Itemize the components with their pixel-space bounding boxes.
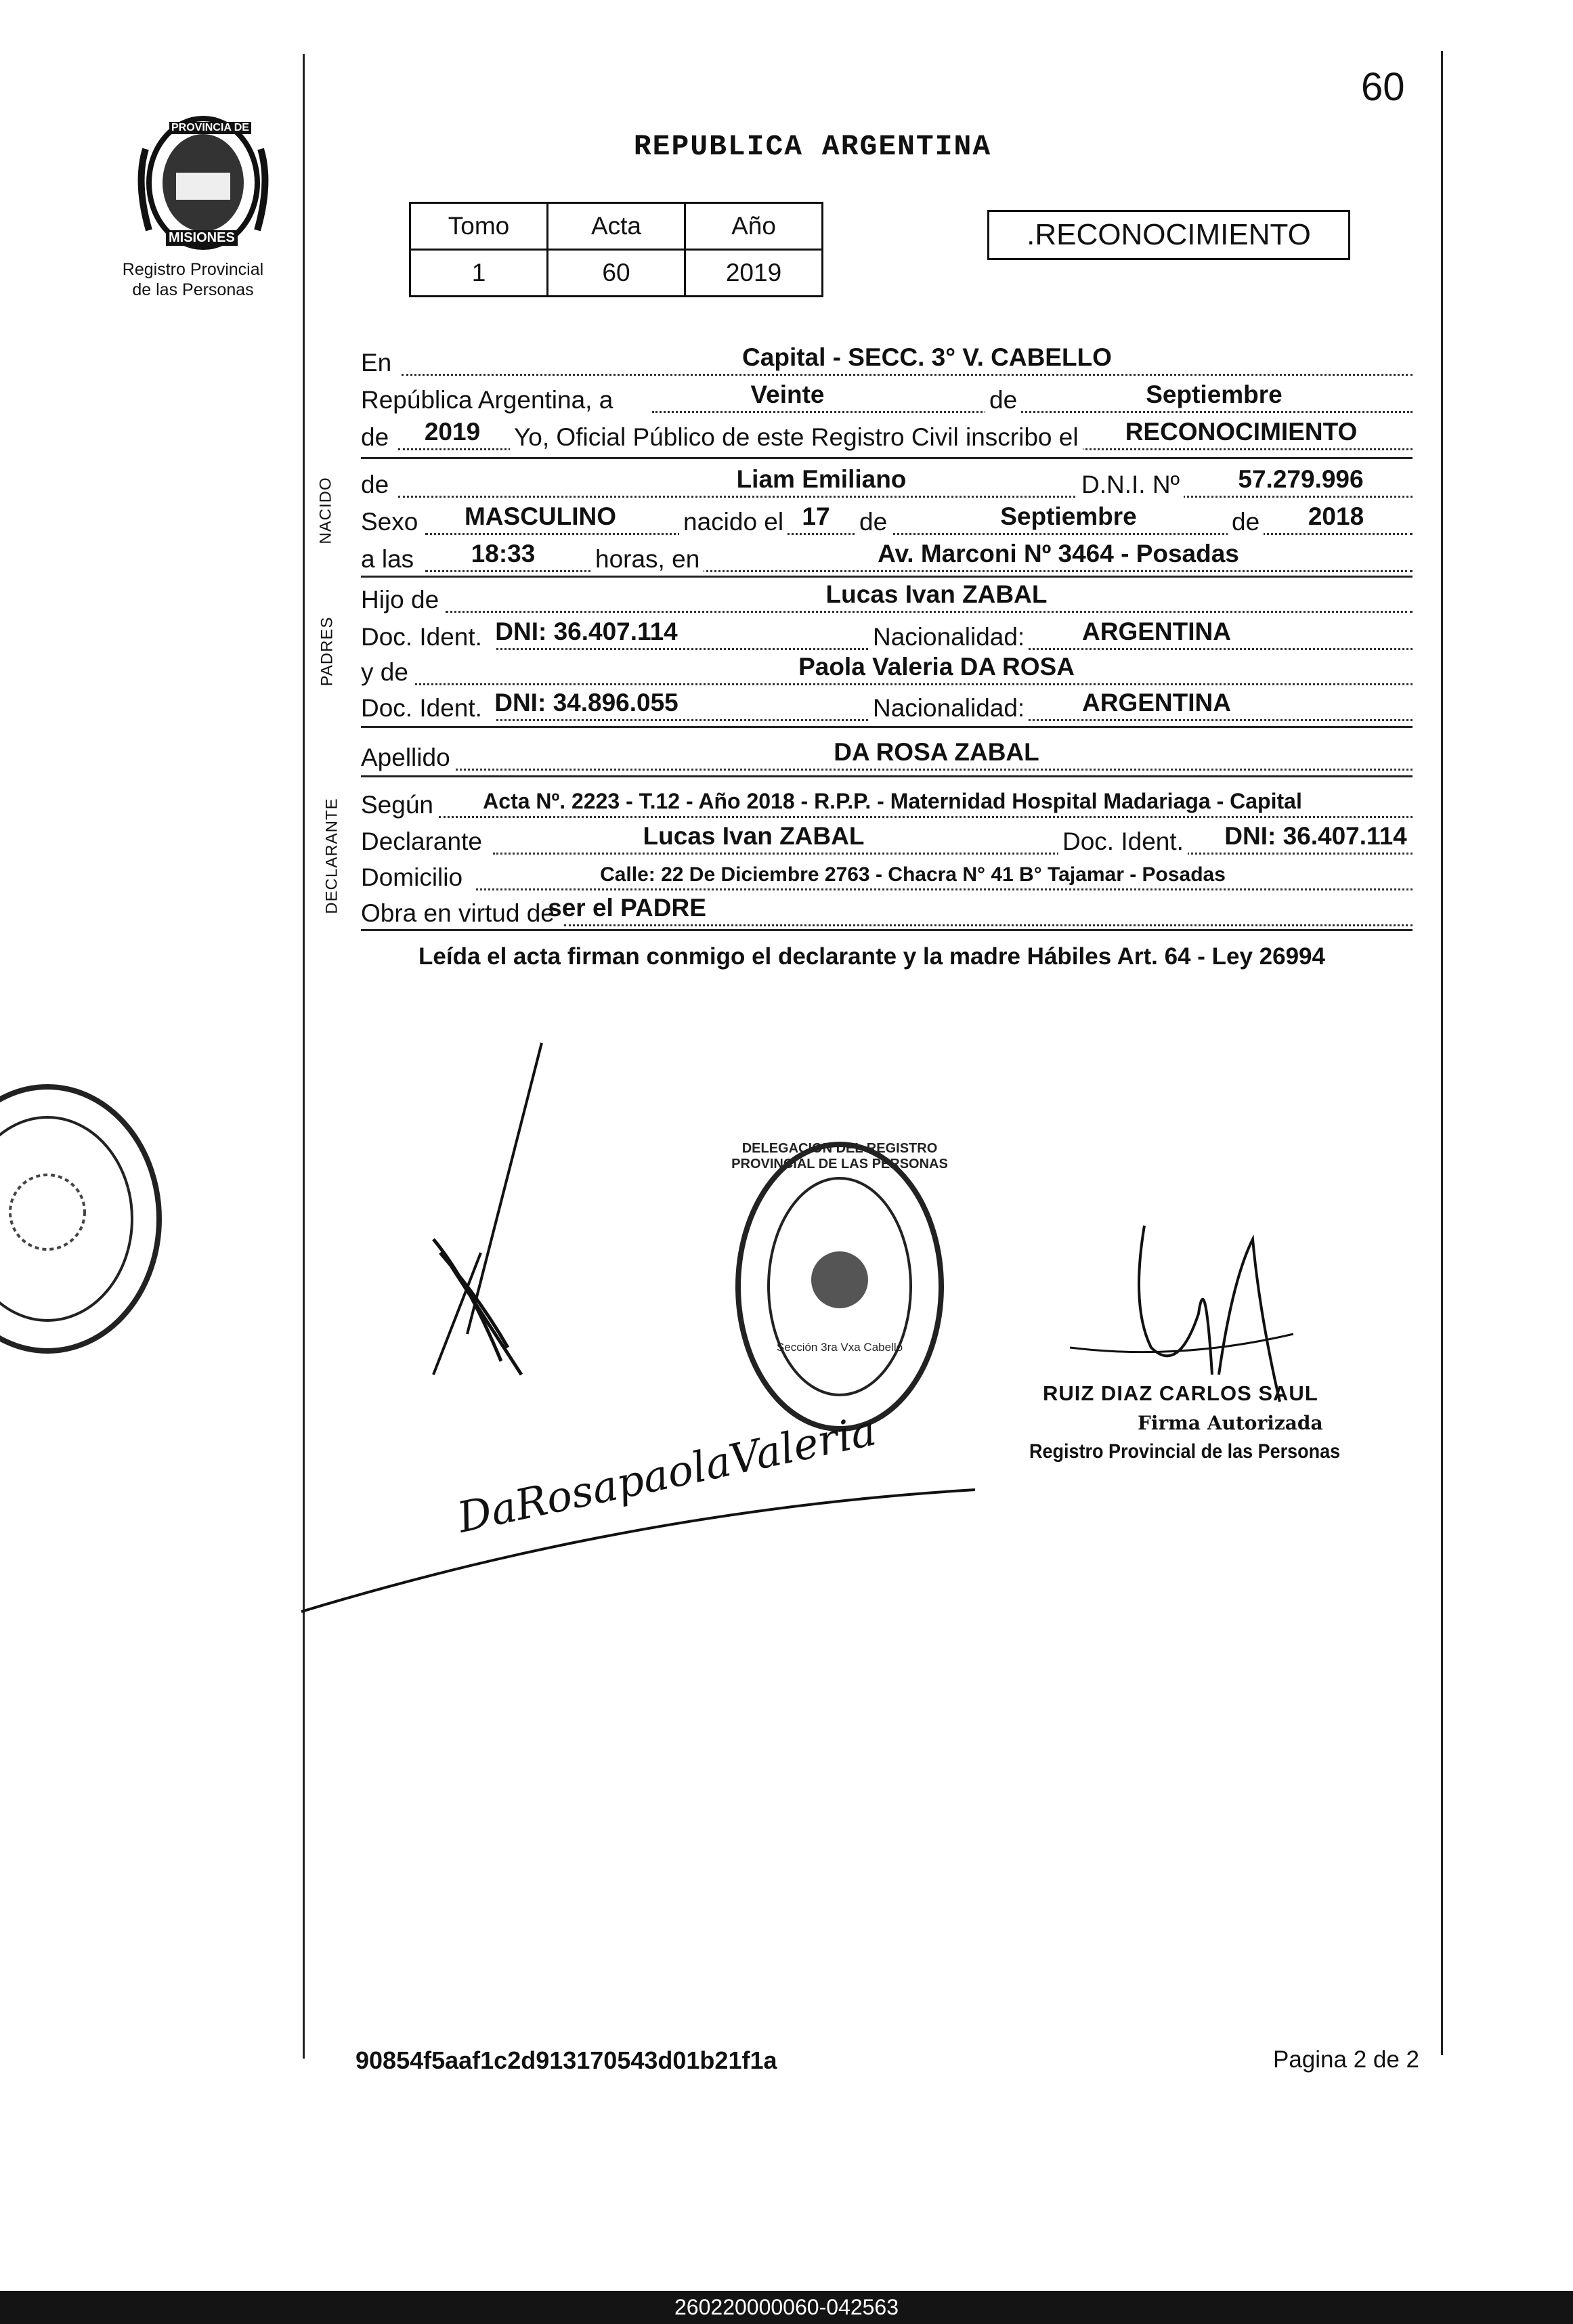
label-hijo-de: Hijo de: [361, 586, 439, 614]
row-obra: [361, 892, 1413, 930]
table-header-anio: Año: [685, 203, 823, 250]
value-domicilio: Calle: 22 De Diciembre 2763 - Chacra N° 41 B° Tajamar - Posadas: [600, 863, 1226, 886]
label-nacido-el: nacido el: [679, 508, 788, 536]
value-decl-doc: DNI: 36.407.114: [1224, 822, 1407, 850]
value-apellido: DA ROSA ZABAL: [834, 738, 1039, 766]
value-obra: ser el PADRE: [548, 894, 706, 922]
label-apellido: Apellido: [361, 744, 450, 771]
value-inscribo: RECONOCIMIENTO: [1125, 418, 1358, 446]
label-segun: Según: [361, 791, 433, 819]
label-a-las: a las: [361, 545, 414, 573]
value-en: Capital - SECC. 3° V. CABELLO: [742, 343, 1112, 371]
value-madre-nac: ARGENTINA: [1082, 689, 1231, 716]
value-nac-dia: 17: [802, 502, 830, 530]
value-year: 2019: [424, 418, 481, 446]
dots: [398, 496, 1413, 498]
section-label-nacido: NACIDO: [316, 477, 335, 544]
page-number: 60: [1361, 65, 1405, 109]
value-dni: 57.279.996: [1238, 465, 1364, 493]
row-sexo: [361, 501, 1413, 539]
label-nacionalidad: Nacionalidad:: [869, 623, 1029, 651]
seal-bottom-text: MISIONES: [166, 230, 238, 246]
label-sexo: Sexo: [361, 508, 418, 536]
value-hora: 18:33: [471, 540, 536, 567]
label-republica: República Argentina, a: [361, 386, 613, 414]
row-republica: [361, 379, 1413, 417]
table-value-acta: 60: [548, 250, 685, 297]
table-value-anio: 2019: [685, 250, 823, 297]
label-doc-ident: Doc. Ident.: [361, 623, 482, 651]
label-nacido-de: de: [361, 471, 389, 498]
label-horas-en: horas, en: [591, 545, 704, 574]
dots: [415, 683, 1413, 685]
label-de-mes: de: [985, 386, 1021, 414]
doc-type-box: [987, 210, 1350, 260]
left-edge-stamp: [0, 1077, 169, 1361]
dots: [456, 769, 1413, 771]
row-hora: [361, 538, 1413, 576]
barcode-bar: [0, 2291, 1573, 2324]
province-seal: [129, 108, 278, 257]
registry-line-2: de las Personas: [132, 280, 254, 299]
separator-4: [361, 775, 1413, 777]
signature-area: [298, 1023, 1449, 1632]
label-declarante: Declarante: [361, 827, 482, 855]
registry-table: [409, 202, 823, 297]
value-segun: Acta Nº. 2223 - T.12 - Año 2018 - R.P.P. - Maternidad Hospital Madariaga - Capital: [483, 789, 1302, 813]
row-segun: [361, 784, 1413, 822]
table-value-tomo: 1: [410, 250, 548, 297]
value-padre-nac: ARGENTINA: [1082, 618, 1231, 645]
row-nacido-nombre: [361, 464, 1413, 502]
dots: [446, 611, 1413, 613]
label-nacionalidad-2: Nacionalidad:: [869, 694, 1029, 723]
dots: [425, 570, 1413, 572]
value-dia: Veinte: [750, 381, 825, 408]
label-decl-doc: Doc. Ident.: [1058, 827, 1188, 856]
section-label-padres: PADRES: [318, 616, 337, 687]
dots: [425, 533, 1413, 535]
separator-3: [361, 726, 1413, 728]
value-nac-anio: 2018: [1308, 502, 1364, 530]
label-dni: D.N.I. Nº: [1077, 471, 1184, 499]
row-apellido: [361, 737, 1413, 775]
madre-signature: DaRosapaolaValeria: [453, 1405, 880, 1543]
row-declarante: [361, 821, 1413, 859]
value-padre: Lucas Ivan ZABAL: [825, 580, 1048, 608]
row-padre-doc: [361, 616, 1413, 654]
label-en: En: [361, 349, 392, 376]
separator-1: [361, 457, 1413, 459]
value-padre-doc: DNI: 36.407.114: [495, 618, 678, 645]
value-sexo: MASCULINO: [464, 502, 617, 530]
label-obra: Obra en virtud de: [361, 899, 555, 927]
stamp-text: DELEGACION DEL REGISTRO PROVINCIAL DE LAS PERSONAS: [731, 1141, 948, 1171]
doc-type: .RECONOCIMIENTO: [1027, 218, 1311, 251]
dots: [439, 816, 1413, 818]
dots: [402, 374, 1413, 376]
stamp-inner: Sección 3ra Vxa Cabello: [776, 1341, 903, 1354]
value-nombre: Liam Emiliano: [736, 465, 907, 493]
label-doc-ident-2: Doc. Ident.: [361, 694, 482, 722]
barcode-text: 260220000060-042563: [674, 2295, 899, 2319]
value-madre: Paola Valeria DA ROSA: [798, 653, 1075, 681]
value-nac-mes: Septiembre: [1000, 502, 1137, 530]
dots: [652, 411, 1413, 413]
dots: [476, 888, 1413, 890]
label-domicilio: Domicilio: [361, 863, 463, 891]
dots: [493, 853, 1413, 855]
official-registry: Registro Provincial de las Personas: [1029, 1440, 1341, 1463]
value-mes: Septiembre: [1146, 381, 1283, 408]
leida-text: Leída el acta firman conmigo el declarante y la madre Hábiles Art. 64 - Ley 26994: [418, 943, 1325, 970]
row-oficial: [361, 416, 1413, 454]
row-y-de: [361, 651, 1413, 689]
table-header-acta: Acta: [548, 203, 685, 250]
official-name: RUIZ DIAZ CARLOS SAUL: [1043, 1381, 1318, 1405]
row-domicilio: [361, 857, 1413, 895]
row-madre-doc: [361, 687, 1413, 725]
separator-2: [361, 576, 1413, 578]
value-declarante: Lucas Ivan ZABAL: [643, 822, 865, 850]
label-de-year: de: [361, 423, 389, 451]
section-label-declarante: DECLARANTE: [322, 798, 341, 914]
label-oficial: Yo, Oficial Público de este Registro Civil inscribo el: [510, 423, 1083, 452]
page-of: Pagina 2 de 2: [1273, 2046, 1420, 2073]
registry-label: [81, 259, 305, 300]
seal-top-text: PROVINCIA DE: [169, 122, 251, 134]
table-header-tomo: Tomo: [410, 203, 548, 250]
registry-line-1: Registro Provincial: [122, 260, 264, 279]
country-title: REPUBLICA ARGENTINA: [633, 130, 992, 163]
row-hijo-de: [361, 579, 1413, 617]
label-y-de: y de: [361, 658, 408, 686]
value-lugar: Av. Marconi Nº 3464 - Posadas: [878, 540, 1239, 567]
document-hash: 90854f5aaf1c2d913170543d01b21f1a: [355, 2046, 777, 2074]
label-nac-de: de: [855, 508, 891, 536]
value-madre-doc: DNI: 34.896.055: [494, 689, 678, 716]
separator-5: [361, 929, 1413, 931]
dots: [564, 924, 1413, 926]
official-role: Firma Autorizada: [1138, 1412, 1323, 1434]
row-en: [361, 342, 1413, 380]
label-nac-de2: de: [1228, 508, 1264, 536]
